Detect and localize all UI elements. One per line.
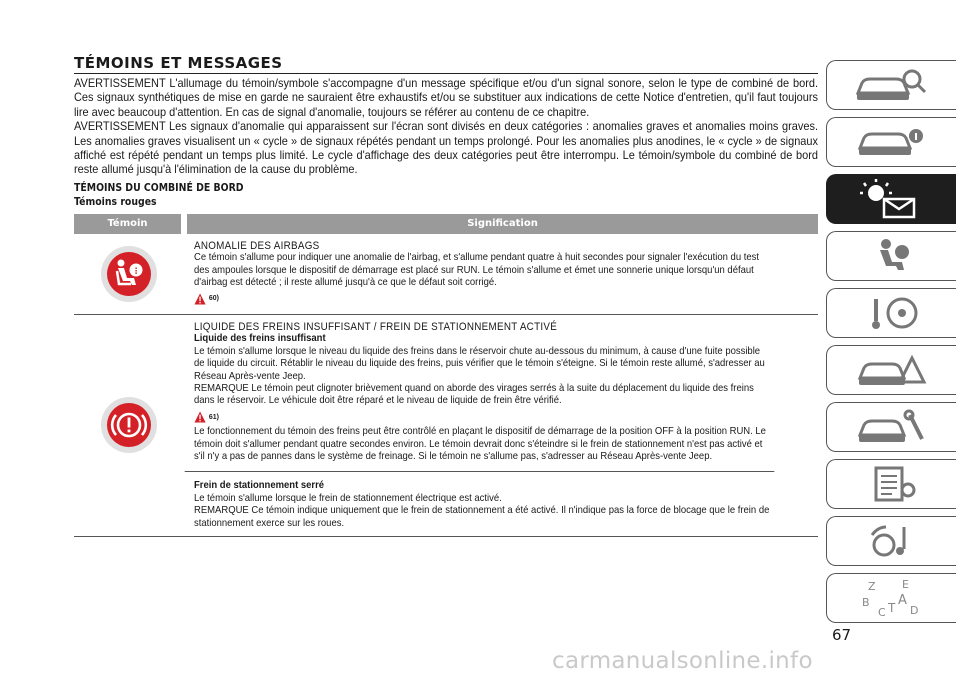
warning-description: Ce témoin s'allume pour indiquer une anomalie de l'airbag, et s'allume pendant quatre à huit secondes pour signaler l'exécution du test des ampoules lorsque le dispositif de démarrage est placé sur RUN. Le témoin s'allume et émet une sonnerie unique lorsqu'un défaut d'airbag est détecté ; il reste allumé jusqu'à ce que le défaut soit corrigé. [194,252,760,289]
icon-badge [101,246,157,302]
car-search-icon [852,65,932,105]
index-letter: C [877,606,886,619]
multimedia-icon [852,521,932,561]
table-row [74,314,818,536]
page-number: 67 [832,626,852,644]
index-letter: A [897,593,907,608]
subsection-heading: Témoins rouges [74,194,157,208]
column-header-temoin: Témoin [74,214,184,234]
warning-description: Le témoin s'allume lorsque le niveau du liquide des freins dans le réservoir chute au-dessous du minimum, à cause d'une fuite possible de liquide du circuit. Rétablir le niveau du liquide des freins, puis vérifier que le témoin s'éteigne. Si le témoin reste allumé, s'adresser au Réseau Après-vente Jeep. [194,345,765,382]
seat-airbag-icon [852,236,932,276]
chapter-tab-1[interactable] [826,60,956,110]
page-title: TÉMOINS ET MESSAGES [74,54,283,72]
chapter-tab-2[interactable] [826,117,956,167]
warning-triangle-icon [194,293,206,305]
key-steering-wheel-icon [852,293,932,333]
index-icon [852,576,932,620]
table-header-row [74,214,818,234]
icon-badge [101,397,157,453]
intro-paragraph-1: AVERTISSEMENT L'allumage du témoin/symbole s'accompagne d'un message spécifique et/ou d'un signal sonore, selon le type de combiné de bord. Ces signaux synthétiques de mise en garde ne sauraient être exhaustifs et/ou se substituer aux indications de cette Notice d'entretien, qu'il faut toujours lire avec beaucoup d'attention. En cas de signal d'anomalie, toujours se référer au contenu de ce chapitre. [74,76,818,119]
column-header-signification: Signification [184,214,818,234]
car-breakdown-icon [852,350,932,390]
brake-warning-icon [106,402,152,448]
chapter-tab-9[interactable] [826,516,956,566]
index-letter: E [901,578,909,591]
title-rule [74,73,818,74]
warning-lights-table [74,214,818,537]
index-letter: Z [867,580,876,593]
chapter-tab-3[interactable] [826,174,956,224]
warning-note: REMARQUE Le témoin peut clignoter brièvement quand on aborde des virages serrés à la suite du déplacement du liquide des freins dans le réservoir. Le véhicule doit être réparé et le niveau de liquide de frein être vérifié. [194,382,754,407]
specifications-icon [852,464,932,504]
reference-number: 60) [208,293,219,303]
warning-description: Le fonctionnement du témoin des freins peut être contrôlé en plaçant le dispositif de démarrage de la position OFF à la position RUN. Le témoin doit s'allumer pendant quatre secondes environ. Le témoin devrait donc s'éteindre si le frein de stationnement n'est pas activé et s'il n'y a pas de pannes dans le système de freinage. Si le témoin ne s'allume pas, s'adresser au Réseau Après-vente Jeep. [194,426,766,462]
chapter-tab-8[interactable] [826,459,956,509]
icon-cell [74,234,184,315]
warning-title: LIQUIDE DES FREINS INSUFFISANT / FREIN DE STATIONNEMENT ACTIVÉ [194,320,558,333]
icon-cell [74,314,184,536]
inner-divider [185,471,775,472]
section-heading: TÉMOINS DU COMBINÉ DE BORD [74,180,244,194]
meaning-cell [184,314,818,536]
chapter-tab-4[interactable] [826,231,956,281]
warning-subtitle: Liquide des freins insuffisant [194,333,326,345]
table-row [74,234,818,315]
intro-paragraph-2: AVERTISSEMENT Les signaux d'anomalie qui apparaissent sur l'écran sont divisés en deux catégories : anomalies graves et anomalies moins graves. Les anomalies graves visualisent un « cycle » de signaux répétés pendant un temps prolongé. Pour les anomalies plus anodines, le « cycle » de signaux affiché est répété pendant un temps plus limité. Le cycle d'affichage des deux catégories peut être interrompu. Le témoin/symbole du combiné de bord reste allumé jusqu'à l'élimination de la cause du problème. [74,119,818,177]
warning-title: ANOMALIE DES AIRBAGS [194,239,320,252]
warning-reference [194,292,771,304]
warning-triangle-icon [194,411,206,423]
index-letter: T [887,601,895,615]
chapter-tab-5[interactable] [826,288,956,338]
airbag-warning-icon [106,251,152,297]
warning-description: Le témoin s'allume lorsque le frein de stationnement électrique est activé. [194,492,502,504]
reference-number: 61) [208,411,219,421]
chapter-tab-7[interactable] [826,402,956,452]
index-letter: B [861,596,870,609]
car-info-icon [852,122,932,162]
chapter-tab-10[interactable] [826,573,956,623]
warning-subtitle: Frein de stationnement serré [194,480,325,492]
meaning-cell [184,234,818,315]
main-content [74,54,818,537]
warning-note: REMARQUE Ce témoin indique uniquement que le frein de stationnement a été activé. Il n'indique pas la force de blocage que le frein de stationnement exerce sur les roues. [194,505,770,529]
chapter-tab-6[interactable] [826,345,956,395]
warning-reference [194,411,771,423]
index-letter: D [909,604,918,617]
car-wrench-icon [852,407,932,447]
watermark: carmanualsonline.info [552,648,813,674]
warning-light-message-icon [852,177,932,221]
svg-text:⋮: ⋮ [132,266,140,276]
